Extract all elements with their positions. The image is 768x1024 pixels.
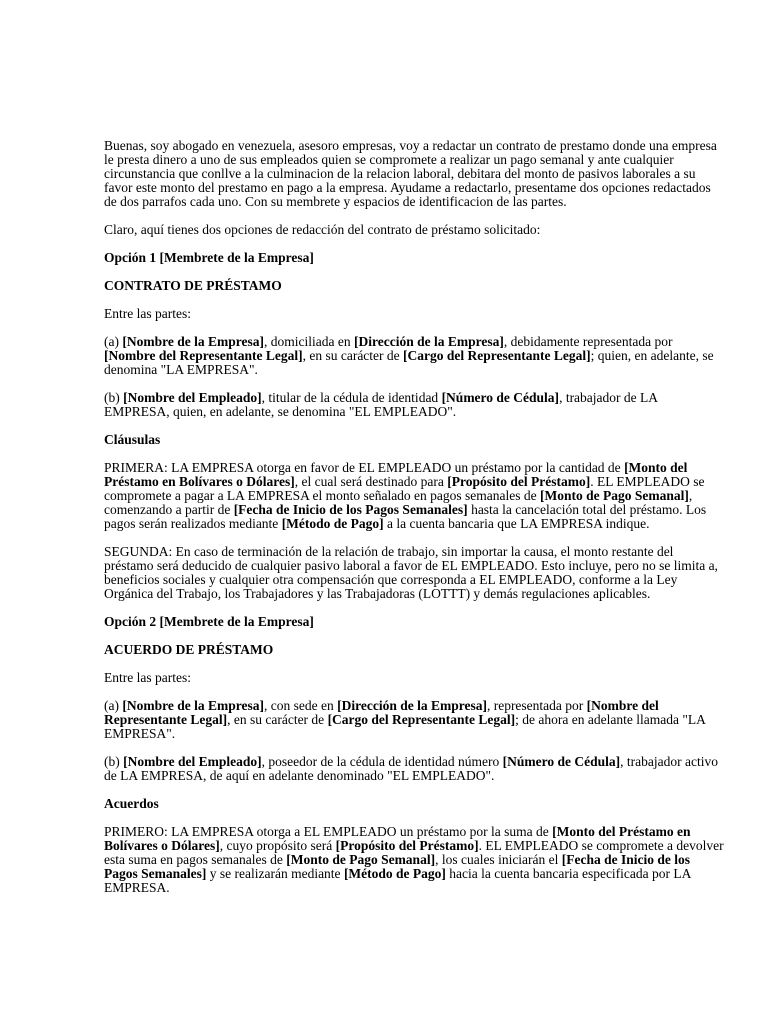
placeholder-field: [Dirección de la Empresa] xyxy=(353,334,504,349)
placeholder-field: [Monto del Préstamo en Bolívares o Dólares] xyxy=(104,460,688,489)
text-segment: SEGUNDA: En caso de terminación de la relación de trabajo, sin importar la causa, el monto restante del préstamo será deducido de cualquier pasivo laboral a favor de EL EMPLEADO. Esto incluye, pero no se limita a, beneficios sociales y cualquier otra compensación que corresponda a EL EMPLEADO, conforme a la Ley Orgánica del Trabajo, los Trabajadores y las Trabajadoras (LOTTT) y demás regulaciones aplicables. xyxy=(104,544,718,601)
option2-parties-intro: Entre las partes: xyxy=(104,670,191,685)
text-segment: , los cuales iniciarán el xyxy=(435,852,562,867)
assistant-reply: Claro, aquí tienes dos opciones de redacción del contrato de préstamo solicitado: xyxy=(104,222,541,237)
option1-clause-2 xyxy=(104,545,724,601)
user-prompt: Buenas, soy abogado en venezuela, asesoro empresas, voy a redactar un contrato de prestamo donde una empresa le presta dinero a uno de sus empleados quien se compromete a realizar un pago semanal y ante cualquier circunstancia que conllve a la culminacion de la relacion laboral, debitara del monto de pasivos laborales a su favor este monto del prestamo en pago a la empresa. Ayudame a redactarlo, presentame dos opciones redactados de dos parrafos cada uno. Con su membrete y espacios de identificacion de las partes. xyxy=(104,138,717,209)
text-segment: PRIMERO: LA EMPRESA otorga a EL EMPLEADO un préstamo por la suma de xyxy=(104,824,553,839)
placeholder-field: [Cargo del Representante Legal] xyxy=(327,712,516,727)
text-segment: ; de ahora en adelante llamada "LA EMPRESA". xyxy=(104,712,706,741)
text-segment: , titular de la cédula de identidad xyxy=(261,390,442,405)
text-segment: a la cuenta bancaria que LA EMPRESA indique. xyxy=(383,516,650,531)
placeholder-field: [Nombre de la Empresa] xyxy=(122,698,264,713)
text-segment: hasta la cancelación total del préstamo. Los pagos serán realizados mediante xyxy=(104,502,707,531)
option1-header: Opción 1 [Membrete de la Empresa] xyxy=(104,250,314,265)
placeholder-field: [Fecha de Inicio de los Pagos Semanales] xyxy=(104,852,691,881)
text-segment: (a) xyxy=(104,334,123,349)
option2-section-title: Acuerdos xyxy=(104,796,159,811)
text-segment: , cuyo propósito será xyxy=(219,838,336,853)
text-segment: ; quien, en adelante, se denomina "LA EMPRESA". xyxy=(104,348,714,377)
option1-clause-1 xyxy=(104,461,724,531)
document-body xyxy=(104,139,724,909)
placeholder-field: [Propósito del Préstamo] xyxy=(335,838,479,853)
text-segment: . EL EMPLEADO se compromete a pagar a LA EMPRESA el monto señalado en pagos semanales de xyxy=(104,474,705,503)
text-segment: , el cual será destinado para xyxy=(294,474,448,489)
text-segment: , trabajador de LA EMPRESA, quien, en adelante, se denomina "EL EMPLEADO". xyxy=(104,390,658,419)
placeholder-field: [Cargo del Representante Legal] xyxy=(403,348,591,363)
placeholder-field: [Dirección de la Empresa] xyxy=(337,698,487,713)
text-segment: , comenzando a partir de xyxy=(104,488,693,517)
text-segment: , en su carácter de xyxy=(302,348,404,363)
option2-party-b xyxy=(104,755,724,783)
option2-party-a xyxy=(104,699,724,741)
placeholder-field: [Monto del Préstamo en Bolívares o Dólares] xyxy=(104,824,691,853)
placeholder-field: [Propósito del Préstamo] xyxy=(447,474,591,489)
text-segment: , domiciliada en xyxy=(263,334,354,349)
placeholder-field: [Monto de Pago Semanal] xyxy=(286,852,436,867)
placeholder-field: [Número de Cédula] xyxy=(441,390,560,405)
placeholder-field: [Fecha de Inicio de los Pagos Semanales] xyxy=(233,502,468,517)
text-segment: , en su carácter de xyxy=(227,712,328,727)
option1-party-a xyxy=(104,335,724,377)
option2-clause-1 xyxy=(104,825,724,895)
placeholder-field: [Nombre del Representante Legal] xyxy=(104,348,303,363)
text-segment: hacia la cuenta bancaria especificada por LA EMPRESA. xyxy=(104,866,691,895)
text-segment: y se realizarán mediante xyxy=(206,866,344,881)
placeholder-field: [Nombre del Empleado] xyxy=(123,754,262,769)
option1-title: CONTRATO DE PRÉSTAMO xyxy=(104,278,282,293)
option2-title: ACUERDO DE PRÉSTAMO xyxy=(104,642,274,657)
text-segment: , representada por xyxy=(486,698,587,713)
text-segment: . EL EMPLEADO se compromete a devolver esta suma en pagos semanales de xyxy=(104,838,724,867)
placeholder-field: [Número de Cédula] xyxy=(502,754,621,769)
option1-parties-intro: Entre las partes: xyxy=(104,306,191,321)
text-segment: (b) xyxy=(104,390,124,405)
placeholder-field: [Método de Pago] xyxy=(281,516,384,531)
placeholder-field: [Nombre de la Empresa] xyxy=(122,334,264,349)
text-segment: (a) xyxy=(104,698,123,713)
text-segment: (b) xyxy=(104,754,124,769)
option2-header: Opción 2 [Membrete de la Empresa] xyxy=(104,614,314,629)
placeholder-field: [Nombre del Empleado] xyxy=(123,390,262,405)
text-segment: , con sede en xyxy=(263,698,338,713)
option1-section-title: Cláusulas xyxy=(104,432,161,447)
text-segment: , debidamente representada por xyxy=(503,334,673,349)
placeholder-field: [Nombre del Representante Legal] xyxy=(104,698,659,727)
text-segment: , poseedor de la cédula de identidad número xyxy=(261,754,503,769)
text-segment: , trabajador activo de LA EMPRESA, de aquí en adelante denominado "EL EMPLEADO". xyxy=(104,754,719,783)
option1-party-b xyxy=(104,391,724,419)
placeholder-field: [Método de Pago] xyxy=(343,866,446,881)
text-segment: PRIMERA: LA EMPRESA otorga en favor de EL EMPLEADO un préstamo por la cantidad de xyxy=(104,460,625,475)
placeholder-field: [Monto de Pago Semanal] xyxy=(540,488,689,503)
